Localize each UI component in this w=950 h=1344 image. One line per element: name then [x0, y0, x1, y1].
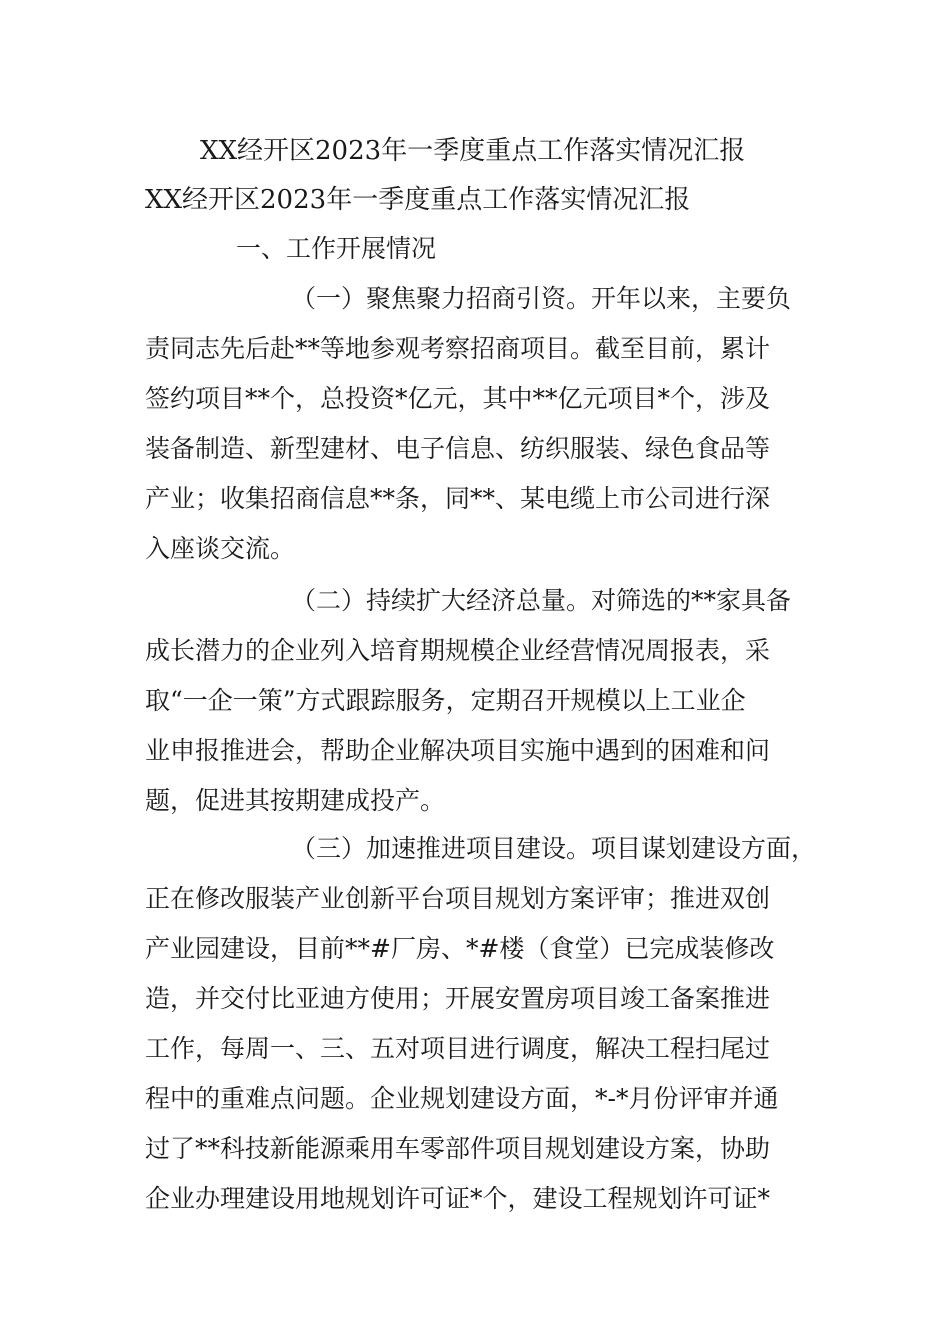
paragraph-2 [145, 584, 820, 834]
paragraph-line: 造，并交付比亚迪方使用；开展安置房项目竣工备案推进 [145, 984, 771, 1013]
paragraph-line: 正在修改服装产业创新平台项目规划方案评审；推进双创 [145, 884, 771, 913]
paragraph-line: 工作，每周一、三、五对项目进行调度，解决工程扫尾过 [145, 1034, 771, 1063]
paragraph-line: 装备制造、新型建材、电子信息、纺织服装、绿色食品等 [145, 434, 771, 463]
paragraph-line: 成长潜力的企业列入培育期规模企业经营情况周报表，采 [145, 636, 771, 665]
paragraph-line: （二）持续扩大经济总量。对筛选的**家具备 [291, 586, 792, 615]
paragraph-line: 业申报推进会，帮助企业解决项目实施中遇到的困难和问 [145, 736, 771, 765]
paragraph-3 [145, 832, 820, 1232]
document-title-repeat: XX经开区2023年一季度重点工作落实情况汇报 [145, 185, 691, 215]
paragraph-line: 企业办理建设用地规划许可证*个，建设工程规划许可证* [145, 1184, 771, 1213]
section-heading: 一、工作开展情况 [236, 234, 437, 263]
paragraph-1 [145, 282, 820, 582]
paragraph-line: 程中的重难点问题。企业规划建设方面，*-*月份评审并通 [145, 1084, 779, 1113]
document-title: XX经开区2023年一季度重点工作落实情况汇报 [200, 136, 746, 166]
paragraph-line: 责同志先后赴**等地参观考察招商项目。截至目前，累计 [145, 334, 771, 363]
paragraph-line: （一）聚焦聚力招商引资。开年以来，主要负 [291, 284, 792, 313]
paragraph-line: （三）加速推进项目建设。项目谋划建设方面， [291, 834, 817, 863]
paragraph-line: 签约项目**个，总投资*亿元，其中**亿元项目*个，涉及 [145, 384, 771, 413]
paragraph-line: 题，促进其按期建成投产。 [145, 786, 446, 815]
paragraph-line: 过了**科技新能源乘用车零部件项目规划建设方案，协助 [145, 1134, 771, 1163]
paragraph-line: 入座谈交流。 [145, 534, 296, 563]
paragraph-line: 产业园建设，目前**#厂房、*#楼（食堂）已完成装修改 [145, 934, 775, 963]
paragraph-line: 产业；收集招商信息**条，同**、某电缆上市公司进行深 [145, 484, 771, 513]
paragraph-line: 取“一企一策”方式跟踪服务，定期召开规模以上工业企 [145, 686, 746, 715]
